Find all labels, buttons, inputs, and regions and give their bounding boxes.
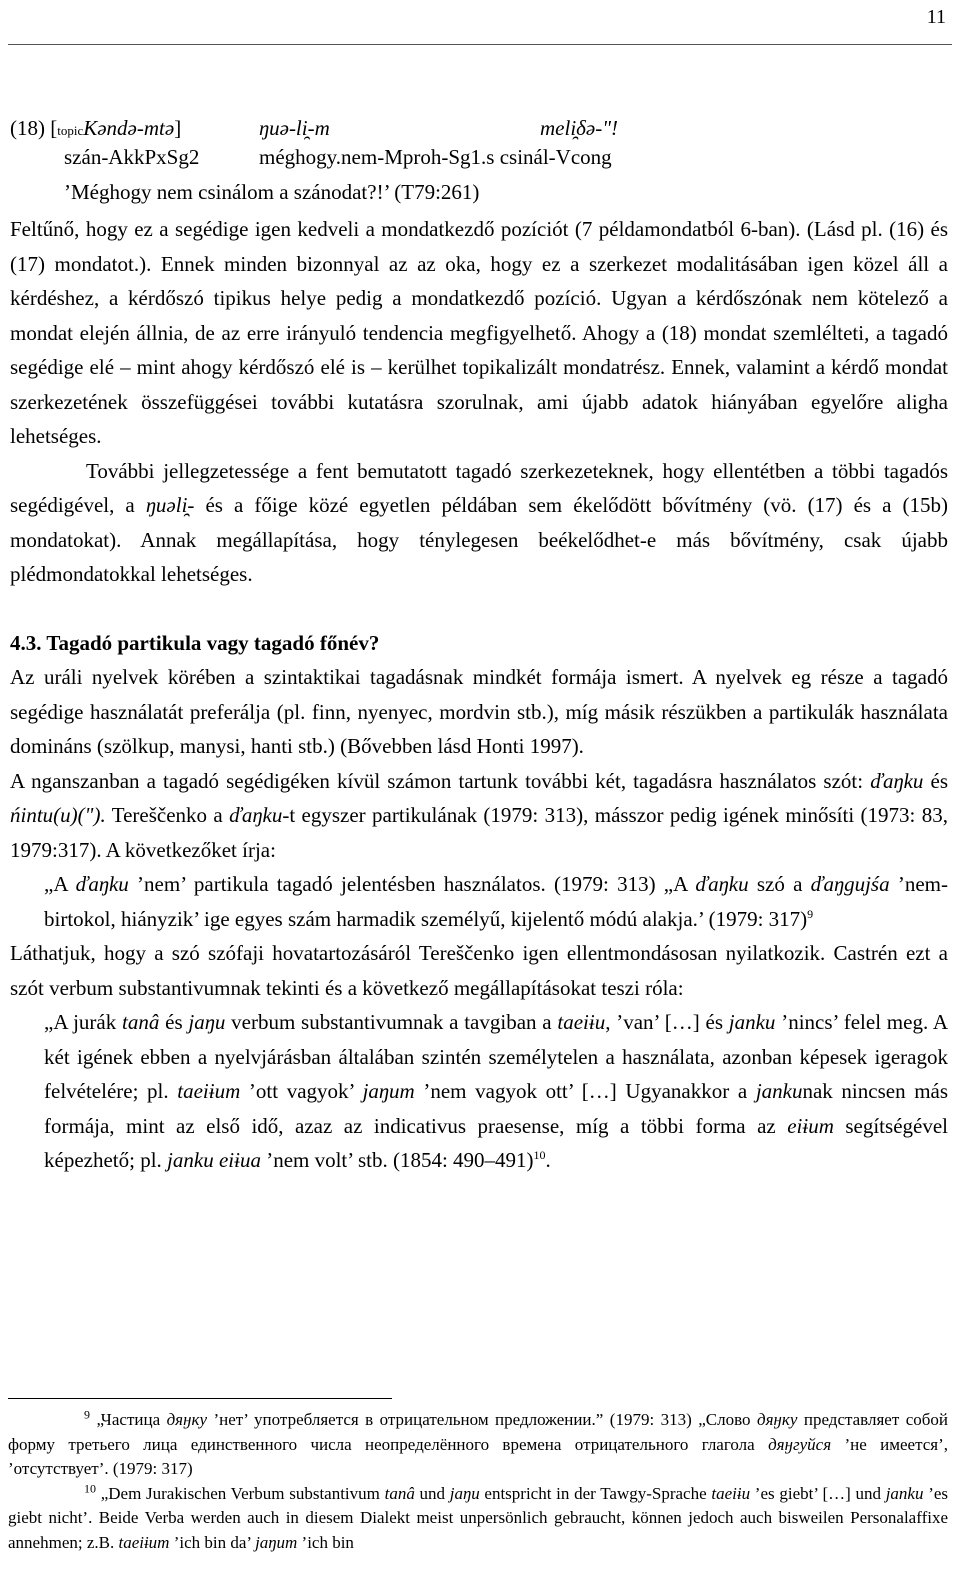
example-word-2: ŋuə-li̯-m — [259, 116, 330, 140]
paragraph-2: További jellegzetessége a fent bemutatott tagadó szerkezeteknek, hogy ellentétben a többi tagadós segédigével, a ŋuəli̯- és a főige közé egyetlen példában sem ékelődött bővítmény (vö. (17) és a (15b) mondatokat). Annak megállapítása, hogy ténylegesen beékelődhet-e más bővítmény, csak újabb plédmondatokkal lehetséges. — [10, 458, 949, 586]
page-number: 11 — [926, 6, 946, 28]
footnote-9: $^9$ „Частица дяӈку ’нет’ употребляется в отрицательном предложении.” (1979: 313) „Слово дяӈку представляет собой форму третьего лица единственного числа неопределённого времена отрицательного глагола дяӈгуйся ’не имеется’, ’отсутствует’. (1979: 317) — [8, 1407, 949, 1478]
quote-2: „A jurák tanâ és jaŋu verbum substantivumnak a tavgiban a taeiɨu, ’van’ […] és janku ’nincs’ felel meg. A két igének ebben a nyelvjárásban általában szintén személytelen a használata, azonban képesek igeragok felvételére; pl. taeiɨum ’ott vagyok’ jaŋum ’nem vagyok ott’ […] Ugyanakkor a jankunak nincsen más formája, mint az első idő, azaz az indicativus praesense, míg a többi forma az eiɨum segítségével képezhető; pl. janku eiɨua ’nem volt’ stb. (1854: 490–491)$^{10}$. — [44, 1010, 949, 1172]
footnotes — [8, 1408, 948, 1555]
header-rule — [8, 44, 952, 45]
gloss-2: méghogy.nem-Mproh-Sg1.s csinál-Vcong — [259, 145, 612, 169]
term: ŋuəli̯- — [145, 493, 195, 517]
topic-subscript: topic — [57, 123, 84, 138]
topic-bracket: ] — [174, 116, 182, 140]
section-heading: 4.3. Tagadó partikula vagy tagadó főnév? — [10, 630, 380, 655]
paragraph-3: Az uráli nyelvek körében a szintaktikai tagadásnak mindkét formája ismert. A nyelvek eg része a tagadó segédige használatát preferálja (pl. finn, nyenyec, mordvin stb.), míg másik részükben a partikulák használata domináns (szölkup, manysi, hanti stb.) (Bővebben lásd Honti 1997). — [10, 665, 948, 758]
body-text — [10, 212, 948, 1178]
example-translation — [10, 180, 950, 208]
footnote-rule — [8, 1398, 392, 1399]
topic-word: Kəndə-mtə — [83, 116, 175, 140]
footnote-ref-10: 10 — [533, 1148, 546, 1162]
gloss-1: szán-AkkPxSg2 — [64, 145, 200, 169]
example-word-3: meli̯δə-"! — [540, 116, 619, 140]
paragraph-4: A nganszanban a tagadó segédigéken kívül számon tartunk további két, tagadásra használatos szót: ďaŋku és ńintu(u)("). Tereščenko a ďaŋku-t egyszer partikulának (1979: 313), másszor pedig igének minősíti (1973: 83, 1979:317). A következőket írja: — [10, 768, 948, 862]
example-number: (18) [ — [10, 116, 58, 140]
example-line-2 — [10, 145, 950, 173]
translation: ’Méghogy nem csinálom a szánodat?!’ (T79:261) — [64, 180, 480, 204]
footnote-10: $^{10}$ „Dem Jurakischen Verbum substantivum tanâ und jaŋu entspricht in der Tawgy-Sprache taeiɨu ’es giebt’ […] und janku ’es giebt nicht’. Beide Verba werden auch in diesem Dialekt meist unpersönlich gebraucht, können jedoch auch bisweilen Personalaffixe annehmen; z.B. taeiɨum ’ich bin da’ jaŋum ’ich bin — [8, 1480, 949, 1552]
paragraph-5: Láthatjuk, hogy a szó szófaji hovatartozásáról Tereščenko igen ellentmondásosan nyilatkozik. Castrén ezt a szót verbum substantivumnak tekinti és a következő megállapításokat teszi róla: — [10, 941, 948, 1000]
quote-1: „A ďaŋku ’nem’ partikula tagadó jelentésben használatos. (1979: 313) „A ďaŋku szó a ďaŋgujśa ’nem-birtokol, hiányzik’ ige egyes szám harmadik személyű, kijelentő módú alakja.’ (1979: 317)$^9$ — [44, 872, 948, 931]
example-line-1 — [10, 116, 950, 144]
paragraph-1: Feltűnő, hogy ez a segédige igen kedveli a mondatkezdő pozíciót (7 példamondatból 6-ban). (Lásd pl. (16) és (17) mondatot.). Ennek minden bizonnyal az az oka, hogy ez a szerkezet modalitásában igen közel áll a kérdéshez, a kérdőszó tipikus helye pedig a mondatkezdő pozíció. Ugyan a kérdőszónak nem kötelező a mondat elején állnia, de az erre irányuló tendencia megfigyelhető. Ahogy a (18) mondat szemlélteti, a tagadó segédige elé – mint ahogy kérdőszó elé is – kerülhet topikalizált mondatrész. Ennek, valamint a kérdő mondat szerkezetének összefüggései további kutatásra szorulnak, ami újabb adatok hiányában egyelőre aligha lehetséges. — [10, 217, 948, 448]
footnote-ref-9: 9 — [807, 906, 814, 921]
